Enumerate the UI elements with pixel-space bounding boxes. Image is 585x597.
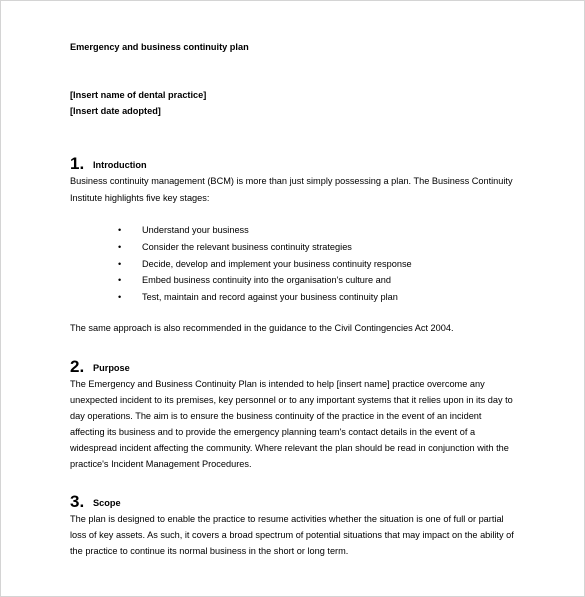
bullet-icon: •: [118, 292, 122, 302]
list-item-text: Understand your business: [142, 225, 249, 235]
list-item-text: Test, maintain and record against your business continuity plan: [142, 292, 398, 302]
paragraph-line: The plan is designed to enable the practice to resume activities whether the situation is one of full or partial: [70, 514, 504, 524]
paragraph-line: The same approach is also recommended in the guidance to the Civil Contingencies Act 2004.: [70, 323, 454, 333]
paragraph-line: Institute highlights five key stages:: [70, 193, 210, 203]
paragraph-line: day operations. The aim is to ensure the business continuity of the practice in the event of an incident: [70, 411, 482, 421]
section-number: 2.: [70, 357, 85, 376]
section-title: Introduction: [93, 160, 147, 170]
document-title: Emergency and business continuity plan: [70, 42, 249, 52]
section-number: 1.: [70, 154, 85, 173]
paragraph-line: the practice to continue its normal business in the short or long term.: [70, 546, 349, 556]
paragraph-line: unexpected incident to its premises, key personnel or to any important systems that it relies upon in its day to: [70, 395, 513, 405]
bullet-icon: •: [118, 275, 122, 285]
list-item-text: Embed business continuity into the organisation's culture and: [142, 275, 391, 285]
date-adopted-placeholder: [Insert date adopted]: [70, 106, 161, 116]
bullet-icon: •: [118, 225, 122, 235]
bullet-icon: •: [118, 242, 122, 252]
paragraph-line: widespread incident affecting the community. Where relevant the plan should be read in conjunction with the: [70, 443, 509, 453]
paragraph-line: practice's Incident Management Procedures.: [70, 459, 252, 469]
practice-name-placeholder: [Insert name of dental practice]: [70, 90, 207, 100]
list-item-text: Consider the relevant business continuity strategies: [142, 242, 352, 252]
paragraph-line: The Emergency and Business Continuity Plan is intended to help [insert name] practice overcome any: [70, 379, 485, 389]
bullet-icon: •: [118, 259, 122, 269]
paragraph-line: affecting its business and to provide the emergency planning team's contact details in the event of a: [70, 427, 476, 437]
section-title: Purpose: [93, 363, 130, 373]
section-number: 3.: [70, 492, 85, 511]
paragraph-line: loss of key assets. As such, it covers a broad spectrum of potential situations that may impact on the ability of: [70, 530, 514, 540]
paragraph-line: Business continuity management (BCM) is more than just simply possessing a plan. The Business Continuity: [70, 176, 513, 186]
section-title: Scope: [93, 498, 121, 508]
list-item-text: Decide, develop and implement your business continuity response: [142, 259, 412, 269]
